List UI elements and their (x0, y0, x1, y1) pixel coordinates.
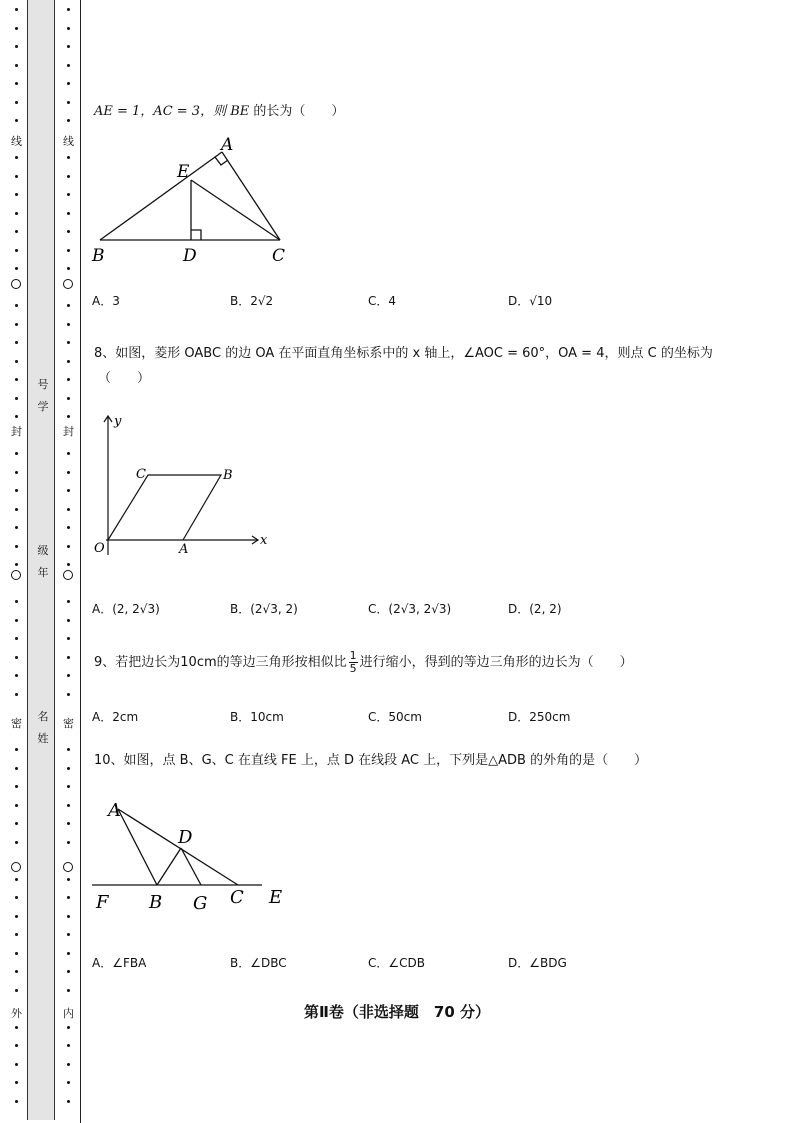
binding-dot (15, 619, 18, 622)
binding-dot (15, 693, 18, 696)
binding-dot (15, 637, 18, 640)
binding-dot (15, 1063, 18, 1066)
binding-dot (67, 175, 70, 178)
margin-label-mi-inner: 密 (63, 717, 74, 730)
margin-circle (11, 570, 21, 580)
q9-option-c[interactable]: C．50cm (368, 710, 422, 724)
q7-label-B: B (92, 246, 105, 266)
margin-label-xian-outer: 线 (11, 135, 22, 148)
binding-dot (15, 489, 18, 492)
q10-option-a[interactable]: A．∠FBA (92, 956, 147, 970)
binding-dot (15, 508, 18, 511)
binding-dot (15, 952, 18, 955)
q10-option-c[interactable]: C．∠CDB (368, 956, 425, 970)
q7-option-d[interactable]: D．√10 (508, 294, 553, 308)
q8-label-C: C (136, 467, 146, 482)
binding-dot (15, 212, 18, 215)
binding-dot (15, 64, 18, 67)
q8-option-b[interactable]: B．(2√3, 2) (230, 602, 298, 616)
q9-option-d[interactable]: D．250cm (508, 710, 571, 724)
margin-circle (63, 862, 73, 872)
q8-label-O: O (94, 541, 105, 556)
binding-dot (15, 1026, 18, 1029)
margin-label-nei: 内 (63, 1007, 74, 1020)
q7-stem-var: BE (230, 104, 250, 119)
section-two-title: 第Ⅱ卷（非选择题 70 分） (304, 1003, 490, 1021)
q9-option-a[interactable]: A．2cm (92, 710, 139, 724)
margin-label-mi-outer: 密 (11, 717, 22, 730)
binding-dot (67, 952, 70, 955)
binding-dot (15, 600, 18, 603)
binding-dot (15, 1044, 18, 1047)
binding-dot (15, 323, 18, 326)
q7-triangle-figure (88, 132, 298, 268)
margin-circle (63, 279, 73, 289)
binding-dot (15, 101, 18, 104)
binding-dot (67, 323, 70, 326)
q9-stem (94, 650, 633, 675)
binding-dot (67, 619, 70, 622)
binding-dot (67, 970, 70, 973)
q7-label-E: E (177, 162, 190, 182)
binding-dot (15, 989, 18, 992)
binding-dot (67, 526, 70, 529)
q7-stem-suffix: 的长为（ ） (249, 104, 345, 119)
binding-dot (15, 341, 18, 344)
binding-dot (15, 915, 18, 918)
binding-dot (67, 341, 70, 344)
margin-circle (63, 570, 73, 580)
binding-dot (67, 119, 70, 122)
margin-circle (11, 862, 21, 872)
binding-dot (15, 933, 18, 936)
q10-label-C: C (230, 887, 244, 908)
binding-dot (15, 267, 18, 270)
binding-dot (67, 1026, 70, 1029)
binding-dot (15, 785, 18, 788)
binding-dot (15, 970, 18, 973)
grade-label: 级 年 (37, 544, 49, 579)
q10-label-G: G (193, 893, 208, 914)
binding-dot (67, 933, 70, 936)
q10-stem: 10、如图，点 B、G、C 在直线 FE 上，点 D 在线段 AC 上，下列是△ADB 的外角的是（ ） (94, 753, 648, 768)
binding-dot (15, 378, 18, 381)
binding-dot (15, 82, 18, 85)
binding-dot (67, 193, 70, 196)
margin-label-feng-inner: 封 (63, 425, 74, 438)
binding-dot (15, 415, 18, 418)
binding-dot (67, 397, 70, 400)
q8-label-A: A (179, 542, 189, 557)
binding-margin-inner (54, 0, 82, 1123)
binding-dot (15, 526, 18, 529)
q8-stem-line2: （ ） (98, 371, 151, 386)
binding-dot (67, 471, 70, 474)
binding-dot (67, 674, 70, 677)
binding-dot (67, 249, 70, 252)
binding-dot (15, 452, 18, 455)
q9-stem-suffix: 进行缩小，得到的等边三角形的边长为（ ） (359, 655, 633, 670)
q8-option-a[interactable]: A．(2, 2√3) (92, 602, 160, 616)
binding-dot (15, 1100, 18, 1103)
binding-dot (67, 693, 70, 696)
q8-label-x: x (260, 533, 268, 548)
q10-label-E: E (269, 887, 283, 908)
binding-dot (15, 767, 18, 770)
binding-margin-outer (0, 0, 28, 1123)
q10-label-D: D (178, 827, 193, 848)
binding-dot (67, 637, 70, 640)
binding-dot (15, 8, 18, 11)
binding-dot (67, 82, 70, 85)
q8-rhombus-figure (88, 410, 278, 560)
binding-dot (15, 656, 18, 659)
q9-option-b[interactable]: B．10cm (230, 710, 284, 724)
binding-dot (15, 360, 18, 363)
binding-dot (15, 896, 18, 899)
q10-option-d[interactable]: D．∠BDG (508, 956, 567, 970)
binding-margin-rule (80, 0, 81, 1123)
binding-dot (15, 841, 18, 844)
binding-dot (67, 878, 70, 881)
binding-dot (67, 767, 70, 770)
q10-label-A: A (108, 800, 121, 821)
q8-label-B: B (223, 468, 233, 483)
binding-dot (67, 212, 70, 215)
binding-dot (15, 397, 18, 400)
q7-label-C: C (272, 246, 286, 266)
q9-ratio-fraction: $\frac{1}{5}$ (349, 649, 357, 675)
binding-dot (67, 64, 70, 67)
binding-dot (67, 489, 70, 492)
binding-dot (67, 415, 70, 418)
q10-label-F: F (96, 892, 109, 913)
q7-stem-prefix: AE = 1，AC = 3，则 (94, 104, 231, 119)
margin-label-feng-outer: 封 (11, 425, 22, 438)
binding-dot (15, 249, 18, 252)
margin-label-xian-inner: 线 (63, 135, 74, 148)
binding-dot (15, 156, 18, 159)
q7-label-A: A (221, 135, 234, 155)
binding-dot (15, 563, 18, 566)
binding-dot (15, 175, 18, 178)
q10-figure (88, 795, 298, 920)
binding-dot (67, 156, 70, 159)
binding-dot (67, 452, 70, 455)
q7-option-c[interactable]: C．4 (368, 294, 397, 308)
binding-dot (67, 45, 70, 48)
binding-dot (15, 545, 18, 548)
binding-dot (15, 304, 18, 307)
name-label: 名 姓 (37, 710, 49, 745)
q10-label-B: B (149, 892, 163, 913)
binding-dot (67, 378, 70, 381)
q10-option-b[interactable]: B．∠DBC (230, 956, 287, 970)
binding-dot (67, 508, 70, 511)
binding-dot (15, 878, 18, 881)
binding-dot (67, 1044, 70, 1047)
q8-option-c[interactable]: C．(2√3, 2√3) (368, 602, 452, 616)
binding-dot (15, 45, 18, 48)
binding-dot (67, 822, 70, 825)
binding-dot (67, 656, 70, 659)
binding-dot (15, 674, 18, 677)
binding-dot (67, 989, 70, 992)
binding-dot (15, 471, 18, 474)
q8-option-d[interactable]: D．(2, 2) (508, 602, 562, 616)
q8-label-y: y (114, 414, 122, 429)
binding-dot (67, 1063, 70, 1066)
q7-option-b[interactable]: B．2√2 (230, 294, 274, 308)
binding-dot (67, 304, 70, 307)
binding-dot (67, 27, 70, 30)
student-number-label: 号 学 (37, 378, 49, 413)
binding-dot (15, 230, 18, 233)
binding-dot (67, 915, 70, 918)
binding-dot (15, 804, 18, 807)
binding-dot (67, 545, 70, 548)
margin-circle (11, 279, 21, 289)
binding-dot (67, 896, 70, 899)
binding-dot (67, 1081, 70, 1084)
binding-dot (15, 748, 18, 751)
binding-dot (67, 804, 70, 807)
q9-stem-prefix: 9、若把边长为10cm的等边三角形按相似比 (94, 655, 347, 670)
binding-dot (15, 193, 18, 196)
q7-stem (94, 100, 344, 119)
q7-label-D: D (183, 246, 197, 266)
binding-dot (67, 230, 70, 233)
margin-label-wai: 外 (11, 1007, 22, 1020)
binding-dot (67, 748, 70, 751)
binding-dot (67, 841, 70, 844)
binding-dot (67, 360, 70, 363)
binding-dot (67, 600, 70, 603)
binding-dot (67, 101, 70, 104)
binding-dot (15, 1081, 18, 1084)
q7-option-a[interactable]: A．3 (92, 294, 120, 308)
binding-dot (15, 119, 18, 122)
binding-dot (67, 1100, 70, 1103)
binding-dot (67, 563, 70, 566)
binding-dot (15, 27, 18, 30)
binding-dot (67, 267, 70, 270)
binding-dot (67, 785, 70, 788)
binding-dot (67, 8, 70, 11)
q8-stem-line1: 8、如图，菱形 OABC 的边 OA 在平面直角坐标系中的 x 轴上，∠AOC = 60°，OA = 4，则点 C 的坐标为 (94, 346, 713, 361)
binding-dot (15, 822, 18, 825)
